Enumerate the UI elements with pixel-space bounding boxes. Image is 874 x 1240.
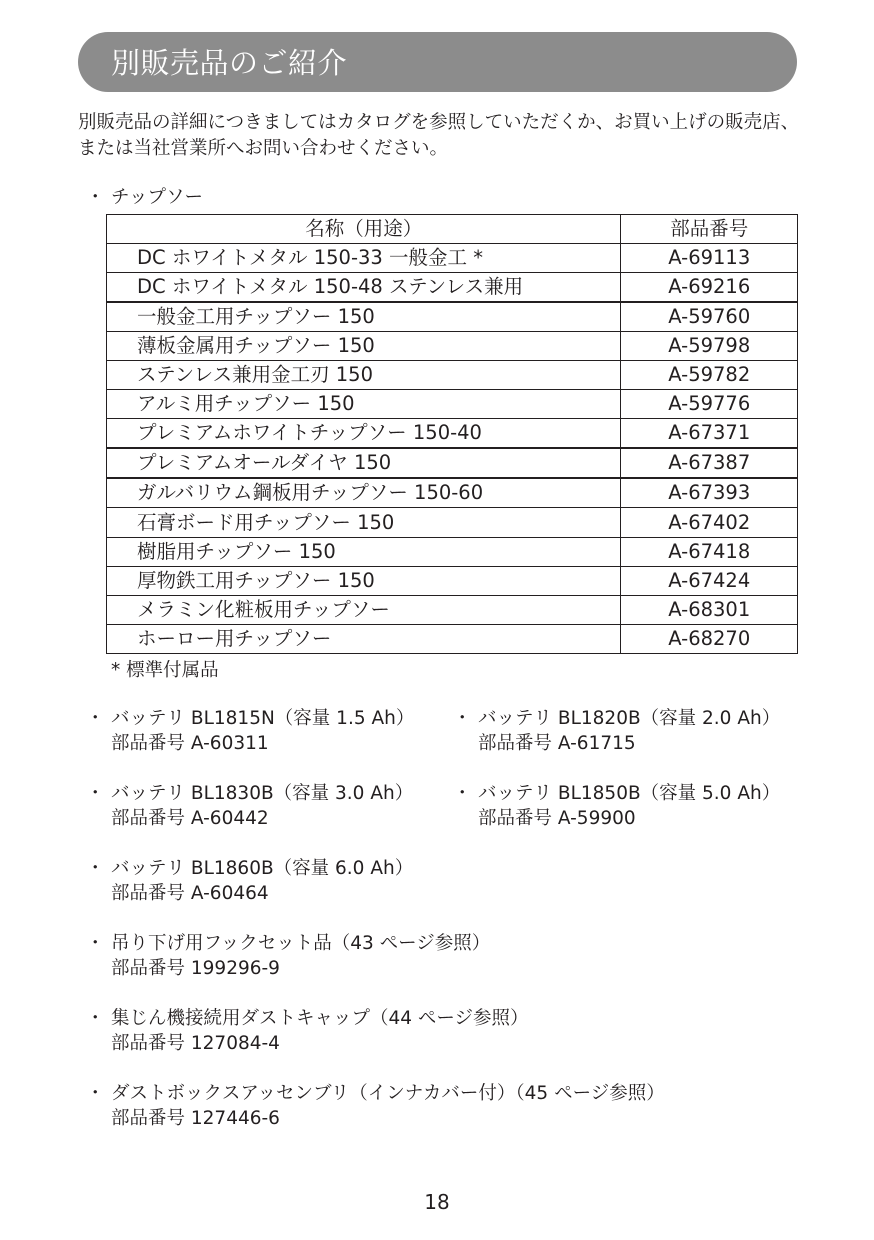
row-part: A-69216: [621, 273, 798, 303]
table-row: [107, 537, 798, 566]
page-number: 18: [424, 1190, 450, 1214]
bullet-mark: ・: [86, 708, 105, 729]
row-part: A-59782: [621, 361, 798, 390]
bullet-mark: ・: [86, 1083, 105, 1104]
item-name: バッテリ BL1850B（容量 5.0 Ah）: [478, 783, 781, 804]
tip-saw-table: [106, 214, 798, 654]
table-row: [107, 332, 798, 361]
row-part: A-67387: [621, 448, 798, 478]
row-name: ホーロー用チップソー: [107, 624, 621, 653]
table-row: [107, 508, 798, 537]
bullet-mark: ・: [86, 933, 105, 954]
section-title-banner: [78, 32, 797, 92]
page-title: 別販売品のご紹介: [111, 46, 348, 80]
row-part: A-68270: [621, 624, 798, 653]
row-name: ステンレス兼用金工刃 150: [107, 361, 621, 390]
table-row: [107, 244, 798, 273]
table-row: [107, 302, 798, 332]
table-footnote: * 標準付属品: [111, 660, 219, 681]
row-part: A-68301: [621, 595, 798, 624]
table-header-row: [107, 215, 798, 244]
table-row: [107, 595, 798, 624]
row-name: 石膏ボード用チップソー 150: [107, 508, 621, 537]
table-row: [107, 390, 798, 419]
table-row: [107, 448, 798, 478]
row-part: A-59760: [621, 302, 798, 332]
row-name: プレミアムホワイトチップソー 150-40: [107, 419, 621, 449]
item-name: 吊り下げ用フックセット品（43 ページ参照）: [111, 933, 491, 954]
row-name: 厚物鉄工用チップソー 150: [107, 566, 621, 595]
tip-saw-heading-text: チップソー: [111, 187, 203, 208]
item-name: ダストボックスアッセンブリ（インナカバー付）（45 ページ参照）: [111, 1083, 665, 1104]
item-name: バッテリ BL1830B（容量 3.0 Ah）: [111, 783, 414, 804]
row-name: 一般金工用チップソー 150: [107, 302, 621, 332]
item-name: バッテリ BL1820B（容量 2.0 Ah）: [478, 708, 781, 729]
row-name: ガルバリウム鋼板用チップソー 150-60: [107, 478, 621, 508]
item-part-number: 部品番号 A-60464: [111, 883, 269, 904]
item-part-number: 部品番号 A-60442: [111, 808, 269, 829]
row-part: A-69113: [621, 244, 798, 273]
intro-text: 別販売品の詳細につきましてはカタログを参照していただくか、お買い上げの販売店、または当社営業所へお問い合わせください。: [78, 112, 800, 159]
row-part: A-67424: [621, 566, 798, 595]
column-header-name: 名称（用途）: [107, 215, 621, 244]
bullet-mark: ・: [86, 187, 105, 208]
table-row: [107, 361, 798, 390]
column-header-part: 部品番号: [621, 215, 798, 244]
bullet-mark: ・: [86, 858, 105, 879]
item-part-number: 部品番号 127446-6: [111, 1108, 280, 1129]
row-part: A-67393: [621, 478, 798, 508]
item-name: バッテリ BL1860B（容量 6.0 Ah）: [111, 858, 414, 879]
row-part: A-67402: [621, 508, 798, 537]
row-name: アルミ用チップソー 150: [107, 390, 621, 419]
item-name: 集じん機接続用ダストキャップ（44 ページ参照）: [111, 1008, 529, 1029]
item-part-number: 部品番号 A-60311: [111, 733, 269, 754]
row-name: プレミアムオールダイヤ 150: [107, 448, 621, 478]
table-row: [107, 624, 798, 653]
item-part-number: 部品番号 127084-4: [111, 1033, 280, 1054]
row-name: DC ホワイトメタル 150-48 ステンレス兼用: [107, 273, 621, 303]
row-part: A-59776: [621, 390, 798, 419]
bullet-mark: ・: [86, 783, 105, 804]
bullet-mark: ・: [453, 708, 472, 729]
row-name: DC ホワイトメタル 150-33 一般金工 *: [107, 244, 621, 273]
row-name: 樹脂用チップソー 150: [107, 537, 621, 566]
row-name: メラミン化粧板用チップソー: [107, 595, 621, 624]
item-part-number: 部品番号 A-59900: [478, 808, 636, 829]
table-row: [107, 273, 798, 303]
row-part: A-67418: [621, 537, 798, 566]
item-part-number: 部品番号 199296-9: [111, 958, 280, 979]
table-row: [107, 478, 798, 508]
bullet-mark: ・: [86, 1008, 105, 1029]
table-row: [107, 419, 798, 449]
bullet-mark: ・: [453, 783, 472, 804]
item-part-number: 部品番号 A-61715: [478, 733, 636, 754]
item-name: バッテリ BL1815N（容量 1.5 Ah）: [111, 708, 415, 729]
row-part: A-67371: [621, 419, 798, 449]
row-part: A-59798: [621, 332, 798, 361]
row-name: 薄板金属用チップソー 150: [107, 332, 621, 361]
table-row: [107, 566, 798, 595]
